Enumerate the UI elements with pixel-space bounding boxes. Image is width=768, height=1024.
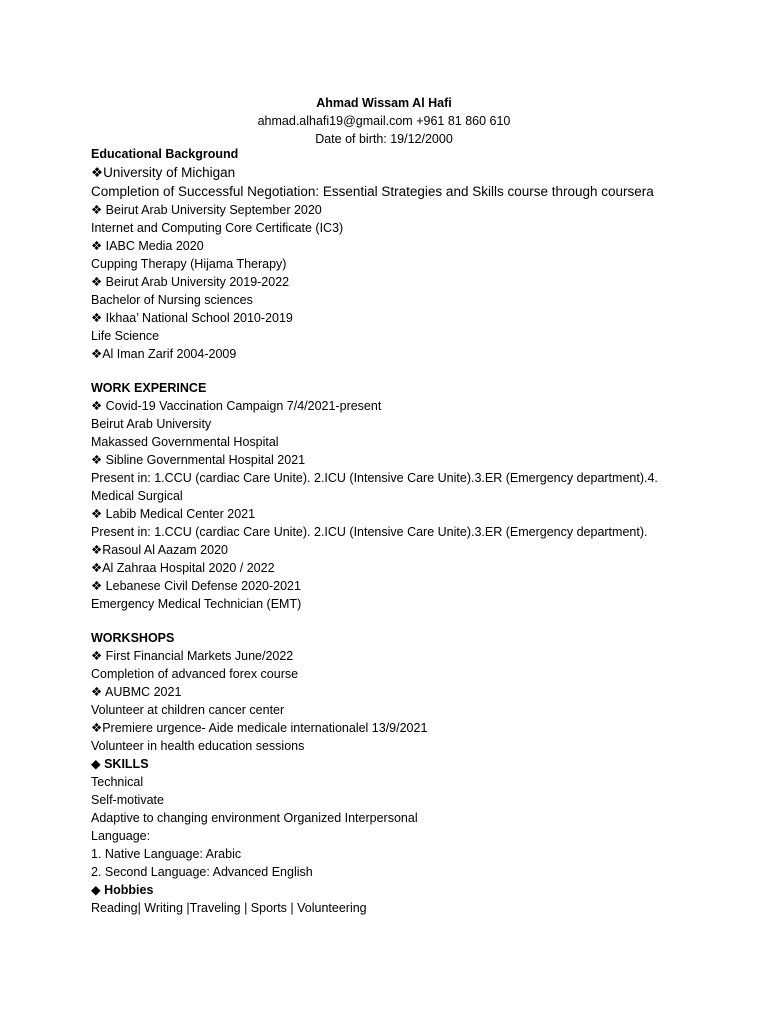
resume-body [91, 145, 731, 917]
work-line: Medical Surgical [91, 489, 183, 503]
workshop-line: Volunteer in health education sessions [91, 739, 305, 753]
work-line: ❖ Sibline Governmental Hospital 2021 [91, 453, 306, 467]
education-line: ❖ Ikhaa’ National School 2010-2019 [91, 311, 293, 325]
skill-line: Language: [91, 829, 151, 843]
work-heading: WORK EXPERINCE [91, 381, 207, 395]
workshop-line: Volunteer at children cancer center [91, 703, 285, 717]
skill-line: Adaptive to changing environment Organized Interpersonal [91, 811, 418, 825]
education-line: Cupping Therapy (Hijama Therapy) [91, 257, 287, 271]
section-gap [91, 613, 731, 629]
work-line: Emergency Medical Technician (EMT) [91, 597, 302, 611]
section-gap [91, 363, 731, 379]
work-line: Present in: 1.CCU (cardiac Care Unite). 2.ICU (Intensive Care Unite).3.ER (Emergency department).4. [91, 471, 658, 485]
work-line: ❖Rasoul Al Aazam 2020 [91, 543, 228, 557]
skills-heading: ◆ SKILLS [91, 757, 149, 771]
workshop-line: Completion of advanced forex course [91, 667, 299, 681]
contact-info: ahmad.alhafi19@gmail.com +961 81 860 610 [257, 114, 511, 128]
work-line: ❖ Labib Medical Center 2021 [91, 507, 256, 521]
skill-line: Self-motivate [91, 793, 164, 807]
work-line: Makassed Governmental Hospital [91, 435, 279, 449]
education-line: ❖ Beirut Arab University 2019-2022 [91, 275, 290, 289]
work-line: ❖ Lebanese Civil Defense 2020-2021 [91, 579, 301, 593]
work-line: Present in: 1.CCU (cardiac Care Unite). 2.ICU (Intensive Care Unite).3.ER (Emergency department). [91, 525, 648, 539]
education-heading: Educational Background [91, 147, 239, 161]
education-line: ❖ Beirut Arab University September 2020 [91, 203, 322, 217]
education-line: Bachelor of Nursing sciences [91, 293, 253, 307]
workshop-line: ❖Premiere urgence- Aide medicale internationalel 13/9/2021 [91, 721, 428, 735]
work-line: ❖Al Zahraa Hospital 2020 / 2022 [91, 561, 275, 575]
education-line: Life Science [91, 329, 160, 343]
workshop-line: ❖ AUBMC 2021 [91, 685, 182, 699]
education-line: ❖Al Iman Zarif 2004-2009 [91, 347, 237, 361]
workshops-heading: WORKSHOPS [91, 631, 175, 645]
workshop-line: ❖ First Financial Markets June/2022 [91, 649, 294, 663]
work-line: ❖ Covid-19 Vaccination Campaign 7/4/2021-present [91, 399, 382, 413]
work-line: Beirut Arab University [91, 417, 212, 431]
education-line: ❖University of Michigan [91, 165, 236, 180]
education-line: ❖ IABC Media 2020 [91, 239, 204, 253]
skill-line: Technical [91, 775, 144, 789]
applicant-name: Ahmad Wissam Al Hafi [316, 96, 452, 110]
education-line: Internet and Computing Core Certificate (IC3) [91, 221, 344, 235]
skill-line: 2. Second Language: Advanced English [91, 865, 313, 879]
skill-line: 1. Native Language: Arabic [91, 847, 242, 861]
hobbies-list: Reading| Writing |Traveling | Sports | Volunteering [91, 901, 367, 915]
date-of-birth: Date of birth: 19/12/2000 [315, 132, 453, 146]
hobbies-heading: ◆ Hobbies [91, 883, 154, 897]
resume-header [0, 94, 768, 148]
education-line: Completion of Successful Negotiation: Essential Strategies and Skills course through coursera [91, 184, 654, 199]
